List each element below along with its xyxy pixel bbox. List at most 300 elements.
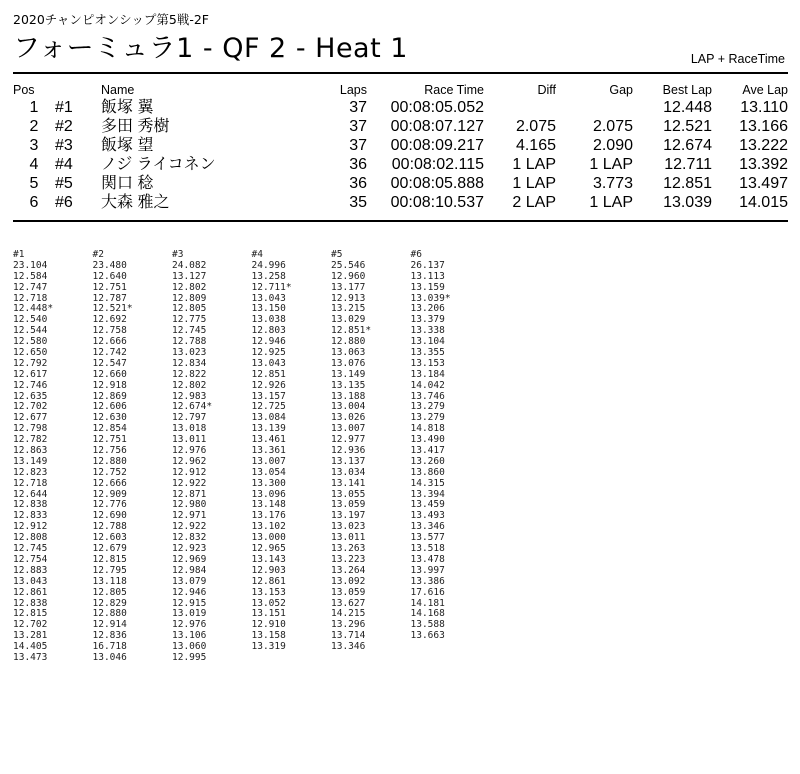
lap-time: 12.969 — [172, 553, 207, 565]
lap-time: 26.137 — [410, 259, 445, 271]
lap-time: 12.640 — [92, 270, 127, 282]
lap-time: 13.054 — [251, 466, 286, 478]
result-best-lap: 12.851 — [663, 175, 712, 192]
lap-time: 13.076 — [331, 357, 366, 369]
lap-time: 12.965 — [251, 543, 286, 555]
col-best-lap: Best Lap — [662, 83, 712, 97]
top-rule — [13, 72, 788, 74]
event-subtitle: 2020チャンピオンシップ第5戦-2F — [13, 12, 209, 27]
lap-time: 13.149 — [331, 368, 366, 380]
lap-time: 13.000 — [251, 532, 286, 544]
col-diff: Diff — [537, 83, 556, 97]
lap-time: 13.997 — [410, 564, 445, 576]
result-best-lap: 12.448 — [663, 99, 712, 116]
lap-time: 12.976 — [172, 445, 207, 457]
result-gap: 2.090 — [592, 137, 633, 154]
lap-time: 12.679 — [92, 543, 127, 555]
lap-time: 12.833 — [13, 510, 48, 522]
lap-time: 12.521* — [92, 303, 133, 315]
result-best-lap: 13.039 — [663, 194, 712, 211]
lap-time: 12.677 — [13, 412, 48, 424]
lap-time: 12.797 — [172, 412, 207, 424]
lap-time: 13.060 — [172, 641, 207, 653]
lap-time: 12.718 — [13, 292, 48, 304]
lap-time: 13.279 — [410, 412, 445, 424]
lap-column-header: #4 — [251, 249, 263, 260]
lap-time: 13.197 — [331, 510, 366, 522]
lap-time: 12.977 — [331, 434, 366, 446]
lap-time: 12.815 — [13, 608, 48, 620]
lap-time: 12.540 — [13, 314, 48, 326]
lap-time: 13.046 — [92, 651, 127, 663]
result-driver-name: 多田 秀樹 — [101, 118, 170, 135]
lap-time: 14.405 — [13, 641, 48, 653]
lap-time: 12.829 — [92, 597, 127, 609]
lap-time: 12.795 — [92, 564, 127, 576]
lap-time: 12.914 — [92, 619, 127, 631]
lap-time: 13.394 — [410, 488, 445, 500]
lap-time: 12.747 — [13, 281, 48, 293]
col-pos: Pos — [13, 83, 35, 97]
lap-time: 12.880 — [331, 336, 366, 348]
lap-time: 13.039* — [410, 292, 451, 304]
lap-time: 13.159 — [410, 281, 445, 293]
lap-time: 12.754 — [13, 553, 48, 565]
lap-time: 12.832 — [172, 532, 207, 544]
lap-time: 13.059 — [331, 586, 366, 598]
lap-time: 12.725 — [251, 401, 286, 413]
lap-time: 13.518 — [410, 543, 445, 555]
result-laps: 35 — [349, 194, 367, 211]
lap-time: 12.815 — [92, 553, 127, 565]
col-ave-lap: Ave Lap — [742, 83, 788, 97]
result-pos: 3 — [29, 137, 39, 154]
lap-time: 12.851* — [331, 325, 372, 337]
lap-time: 13.461 — [251, 434, 286, 446]
result-row — [13, 155, 788, 174]
lap-time: 13.092 — [331, 575, 366, 587]
lap-time: 12.745 — [13, 543, 48, 555]
lap-time: 13.151 — [251, 608, 286, 620]
lap-time: 12.644 — [13, 488, 48, 500]
result-diff: 2.075 — [515, 118, 556, 135]
lap-time: 12.995 — [172, 651, 207, 663]
lap-time: 13.055 — [331, 488, 366, 500]
result-best-lap: 12.521 — [663, 118, 712, 135]
lap-time: 12.918 — [92, 379, 127, 391]
lap-column — [172, 250, 252, 664]
result-laps: 37 — [349, 137, 367, 154]
lap-time: 23.104 — [13, 259, 48, 271]
lap-time: 12.922 — [172, 477, 207, 489]
lap-time: 14.215 — [331, 608, 366, 620]
lap-time: 13.137 — [331, 455, 366, 467]
lap-time: 12.880 — [92, 455, 127, 467]
lap-time: 13.038 — [251, 314, 286, 326]
result-race-time: 00:08:09.217 — [390, 137, 484, 154]
result-driver-name: ノジ ライコネン — [101, 156, 216, 173]
lap-time: 12.869 — [92, 390, 127, 402]
lap-time: 13.361 — [251, 445, 286, 457]
result-row — [13, 174, 788, 193]
lap-time: 13.478 — [410, 553, 445, 565]
result-gap — [556, 98, 633, 117]
lap-time: 13.019 — [172, 608, 207, 620]
result-ave-lap: 13.166 — [739, 118, 788, 135]
lap-time: 13.150 — [251, 303, 286, 315]
result-race-time: 00:08:07.127 — [390, 118, 484, 135]
lap-time: 12.809 — [172, 292, 207, 304]
lap-time: 12.692 — [92, 314, 127, 326]
lap-time: 12.660 — [92, 368, 127, 380]
lap-time: 17.616 — [410, 586, 445, 598]
result-diff: 1 LAP — [512, 156, 556, 173]
lap-time: 13.043 — [251, 292, 286, 304]
lap-time: 12.805 — [92, 586, 127, 598]
lap-time: 13.279 — [410, 401, 445, 413]
lap-time: 13.206 — [410, 303, 445, 315]
result-race-time: 00:08:02.115 — [391, 156, 484, 173]
lap-time: 12.776 — [92, 499, 127, 511]
result-ave-lap: 13.110 — [740, 99, 788, 116]
lap-time: 13.018 — [172, 423, 207, 435]
lap-time: 13.118 — [92, 575, 127, 587]
lap-time: 13.096 — [251, 488, 286, 500]
lap-time: 13.386 — [410, 575, 445, 587]
result-car-number: #1 — [55, 99, 73, 116]
lap-time: 12.910 — [251, 619, 286, 631]
lap-time: 12.666 — [92, 336, 127, 348]
lap-time: 13.011 — [172, 434, 207, 446]
lap-time: 13.034 — [331, 466, 366, 478]
lap-time: 14.181 — [410, 597, 445, 609]
lap-time: 13.004 — [331, 401, 366, 413]
lap-time: 12.936 — [331, 445, 366, 457]
lap-time: 12.863 — [13, 445, 48, 457]
result-gap: 1 LAP — [589, 156, 633, 173]
result-car-number: #4 — [55, 156, 73, 173]
lap-time: 13.281 — [13, 630, 48, 642]
lap-time: 13.141 — [331, 477, 366, 489]
lap-time: 12.580 — [13, 336, 48, 348]
lap-time: 12.925 — [251, 347, 286, 359]
lap-time: 13.043 — [13, 575, 48, 587]
lap-time: 12.802 — [172, 281, 207, 293]
lap-time: 12.971 — [172, 510, 207, 522]
result-driver-name: 飯塚 望 — [101, 137, 154, 154]
lap-time: 13.127 — [172, 270, 207, 282]
col-num — [55, 82, 101, 98]
lap-time: 12.745 — [172, 325, 207, 337]
result-diff: 4.165 — [515, 137, 556, 154]
result-gap: 1 LAP — [589, 194, 633, 211]
lap-times-grid — [13, 250, 490, 664]
lap-time: 13.355 — [410, 347, 445, 359]
lap-time: 12.798 — [13, 423, 48, 435]
result-laps: 37 — [349, 99, 367, 116]
lap-time: 13.714 — [331, 630, 366, 642]
lap-time: 13.106 — [172, 630, 207, 642]
lap-time: 12.854 — [92, 423, 127, 435]
lap-time: 12.805 — [172, 303, 207, 315]
lap-time: 12.584 — [13, 270, 48, 282]
lap-time: 25.546 — [331, 259, 366, 271]
lap-time: 13.379 — [410, 314, 445, 326]
lap-time: 13.029 — [331, 314, 366, 326]
result-gap: 3.773 — [592, 175, 633, 192]
col-race-time: Race Time — [424, 83, 484, 97]
lap-time: 12.751 — [92, 434, 127, 446]
result-driver-name: 飯塚 翼 — [101, 99, 154, 116]
result-laps: 36 — [349, 175, 367, 192]
lap-time: 13.663 — [410, 630, 445, 642]
result-driver-name: 関口 稔 — [101, 175, 154, 192]
lap-time: 14.315 — [410, 477, 445, 489]
lap-time: 13.319 — [251, 641, 286, 653]
lap-time: 13.158 — [251, 630, 286, 642]
lap-column-header: #6 — [410, 249, 422, 260]
lap-column — [93, 250, 173, 664]
result-ave-lap: 13.497 — [739, 175, 788, 192]
bottom-rule — [13, 220, 788, 222]
lap-column — [13, 250, 93, 664]
lap-time: 12.909 — [92, 488, 127, 500]
lap-time: 12.851 — [251, 368, 286, 380]
lap-time: 12.834 — [172, 357, 207, 369]
lap-time: 12.822 — [172, 368, 207, 380]
result-gap: 2.075 — [592, 118, 633, 135]
lap-time: 13.588 — [410, 619, 445, 631]
lap-time: 12.702 — [13, 619, 48, 631]
lap-time: 12.912 — [13, 521, 48, 533]
lap-time: 13.263 — [331, 543, 366, 555]
lap-time: 14.042 — [410, 379, 445, 391]
lap-time: 12.976 — [172, 619, 207, 631]
col-gap: Gap — [609, 83, 633, 97]
lap-time: 13.153 — [410, 357, 445, 369]
lap-time: 13.007 — [251, 455, 286, 467]
lap-time: 12.861 — [13, 586, 48, 598]
lap-time: 12.547 — [92, 357, 127, 369]
lap-column — [331, 250, 411, 664]
lap-time: 12.718 — [13, 477, 48, 489]
result-car-number: #3 — [55, 137, 73, 154]
result-car-number: #6 — [55, 194, 73, 211]
lap-time: 12.808 — [13, 532, 48, 544]
lap-column — [252, 250, 332, 664]
lap-time: 12.946 — [251, 336, 286, 348]
lap-time: 13.260 — [410, 455, 445, 467]
lap-time: 12.926 — [251, 379, 286, 391]
lap-time: 12.544 — [13, 325, 48, 337]
lap-time: 13.007 — [331, 423, 366, 435]
result-race-time: 00:08:05.888 — [390, 175, 484, 192]
lap-time: 13.023 — [331, 521, 366, 533]
lap-time: 13.026 — [331, 412, 366, 424]
lap-time: 12.630 — [92, 412, 127, 424]
lap-time: 13.176 — [251, 510, 286, 522]
result-driver-name: 大森 雅之 — [101, 194, 170, 211]
lap-time: 12.912 — [172, 466, 207, 478]
lap-time: 13.084 — [251, 412, 286, 424]
lap-time: 12.960 — [331, 270, 366, 282]
lap-time: 12.792 — [13, 357, 48, 369]
lap-time: 12.756 — [92, 445, 127, 457]
lap-time: 13.258 — [251, 270, 286, 282]
col-laps: Laps — [339, 83, 367, 97]
lap-time: 12.711* — [251, 281, 292, 293]
lap-time: 13.346 — [410, 521, 445, 533]
lap-time: 13.627 — [331, 597, 366, 609]
lap-time: 13.143 — [251, 553, 286, 565]
lap-time: 13.338 — [410, 325, 445, 337]
lap-column-header: #1 — [13, 249, 25, 260]
lap-time: 13.139 — [251, 423, 286, 435]
result-diff: 1 LAP — [512, 175, 556, 192]
lap-time: 13.052 — [251, 597, 286, 609]
lap-time: 12.903 — [251, 564, 286, 576]
lap-time: 13.079 — [172, 575, 207, 587]
lap-time: 12.913 — [331, 292, 366, 304]
lap-time: 12.606 — [92, 401, 127, 413]
lap-time: 12.915 — [172, 597, 207, 609]
result-ave-lap: 14.015 — [739, 194, 788, 211]
result-ave-lap: 13.222 — [739, 137, 788, 154]
lap-time: 14.168 — [410, 608, 445, 620]
lap-time: 13.490 — [410, 434, 445, 446]
result-race-time: 00:08:10.537 — [390, 194, 484, 211]
lap-time: 12.635 — [13, 390, 48, 402]
result-row — [13, 117, 788, 136]
lap-time: 12.802 — [172, 379, 207, 391]
result-race-time: 00:08:05.052 — [390, 99, 484, 116]
lap-column-header: #5 — [331, 249, 343, 260]
lap-time: 12.603 — [92, 532, 127, 544]
lap-time: 13.063 — [331, 347, 366, 359]
result-row — [13, 136, 788, 155]
result-laps: 37 — [349, 118, 367, 135]
lap-time: 13.177 — [331, 281, 366, 293]
result-row — [13, 98, 788, 117]
lap-time: 13.157 — [251, 390, 286, 402]
lap-time: 16.718 — [92, 641, 127, 653]
lap-time: 13.184 — [410, 368, 445, 380]
result-pos: 4 — [29, 156, 39, 173]
lap-time: 13.223 — [331, 553, 366, 565]
lap-time: 12.803 — [251, 325, 286, 337]
lap-time: 12.758 — [92, 325, 127, 337]
results-body — [13, 98, 788, 212]
lap-time: 13.188 — [331, 390, 366, 402]
lap-time: 12.823 — [13, 466, 48, 478]
result-best-lap: 12.711 — [664, 156, 712, 173]
lap-time: 13.300 — [251, 477, 286, 489]
lap-time: 12.746 — [13, 379, 48, 391]
lap-time: 13.102 — [251, 521, 286, 533]
lap-time: 12.984 — [172, 564, 207, 576]
lap-time: 13.577 — [410, 532, 445, 544]
lap-time: 12.788 — [92, 521, 127, 533]
result-pos: 6 — [29, 194, 39, 211]
lap-time: 12.666 — [92, 477, 127, 489]
result-car-number: #2 — [55, 118, 73, 135]
lap-time: 23.480 — [92, 259, 127, 271]
result-diff: 2 LAP — [512, 194, 556, 211]
lap-time: 12.782 — [13, 434, 48, 446]
lap-time: 12.880 — [92, 608, 127, 620]
lap-time: 13.264 — [331, 564, 366, 576]
lap-time: 12.836 — [92, 630, 127, 642]
result-row — [13, 193, 788, 212]
lap-time: 13.493 — [410, 510, 445, 522]
lap-time: 13.346 — [331, 641, 366, 653]
lap-time: 13.135 — [331, 379, 366, 391]
lap-time: 12.946 — [172, 586, 207, 598]
lap-time: 13.746 — [410, 390, 445, 402]
lap-time: 12.962 — [172, 455, 207, 467]
lap-time: 12.922 — [172, 521, 207, 533]
lap-time: 12.690 — [92, 510, 127, 522]
lap-time: 13.113 — [410, 270, 445, 282]
lap-time: 12.674* — [172, 401, 213, 413]
lap-time: 24.082 — [172, 259, 207, 271]
lap-time: 12.983 — [172, 390, 207, 402]
lap-time: 12.702 — [13, 401, 48, 413]
lap-time: 12.883 — [13, 564, 48, 576]
lap-time: 13.149 — [13, 455, 48, 467]
result-pos: 2 — [29, 118, 39, 135]
lap-time: 24.996 — [251, 259, 286, 271]
result-pos: 5 — [29, 175, 39, 192]
result-pos: 1 — [29, 99, 39, 116]
result-ave-lap: 13.392 — [739, 156, 788, 173]
lap-time: 13.011 — [331, 532, 366, 544]
lap-time: 12.923 — [172, 543, 207, 555]
lap-time: 13.296 — [331, 619, 366, 631]
lap-time: 14.818 — [410, 423, 445, 435]
results-header-row — [13, 82, 788, 98]
lap-time: 13.043 — [251, 357, 286, 369]
lap-time: 12.448* — [13, 303, 54, 315]
lap-time: 12.751 — [92, 281, 127, 293]
lap-time: 13.860 — [410, 466, 445, 478]
results-table — [13, 82, 788, 212]
lap-time: 13.148 — [251, 499, 286, 511]
lap-time: 13.153 — [251, 586, 286, 598]
result-laps: 36 — [349, 156, 367, 173]
lap-time: 12.752 — [92, 466, 127, 478]
lap-time: 12.871 — [172, 488, 207, 500]
result-car-number: #5 — [55, 175, 73, 192]
lap-time: 12.775 — [172, 314, 207, 326]
lap-time: 12.787 — [92, 292, 127, 304]
report-mode-label: LAP + RaceTime — [690, 52, 785, 66]
lap-time: 13.059 — [331, 499, 366, 511]
page-title: フォーミュラ1 - QF 2 - Heat 1 — [13, 33, 408, 64]
lap-time: 12.980 — [172, 499, 207, 511]
lap-time: 12.838 — [13, 499, 48, 511]
lap-time: 13.459 — [410, 499, 445, 511]
lap-time: 12.838 — [13, 597, 48, 609]
lap-time: 12.742 — [92, 347, 127, 359]
lap-time: 12.650 — [13, 347, 48, 359]
result-diff — [484, 98, 556, 117]
lap-time: 12.861 — [251, 575, 286, 587]
lap-time: 13.023 — [172, 347, 207, 359]
lap-column-header: #3 — [172, 249, 184, 260]
lap-time: 13.215 — [331, 303, 366, 315]
lap-time: 13.104 — [410, 336, 445, 348]
